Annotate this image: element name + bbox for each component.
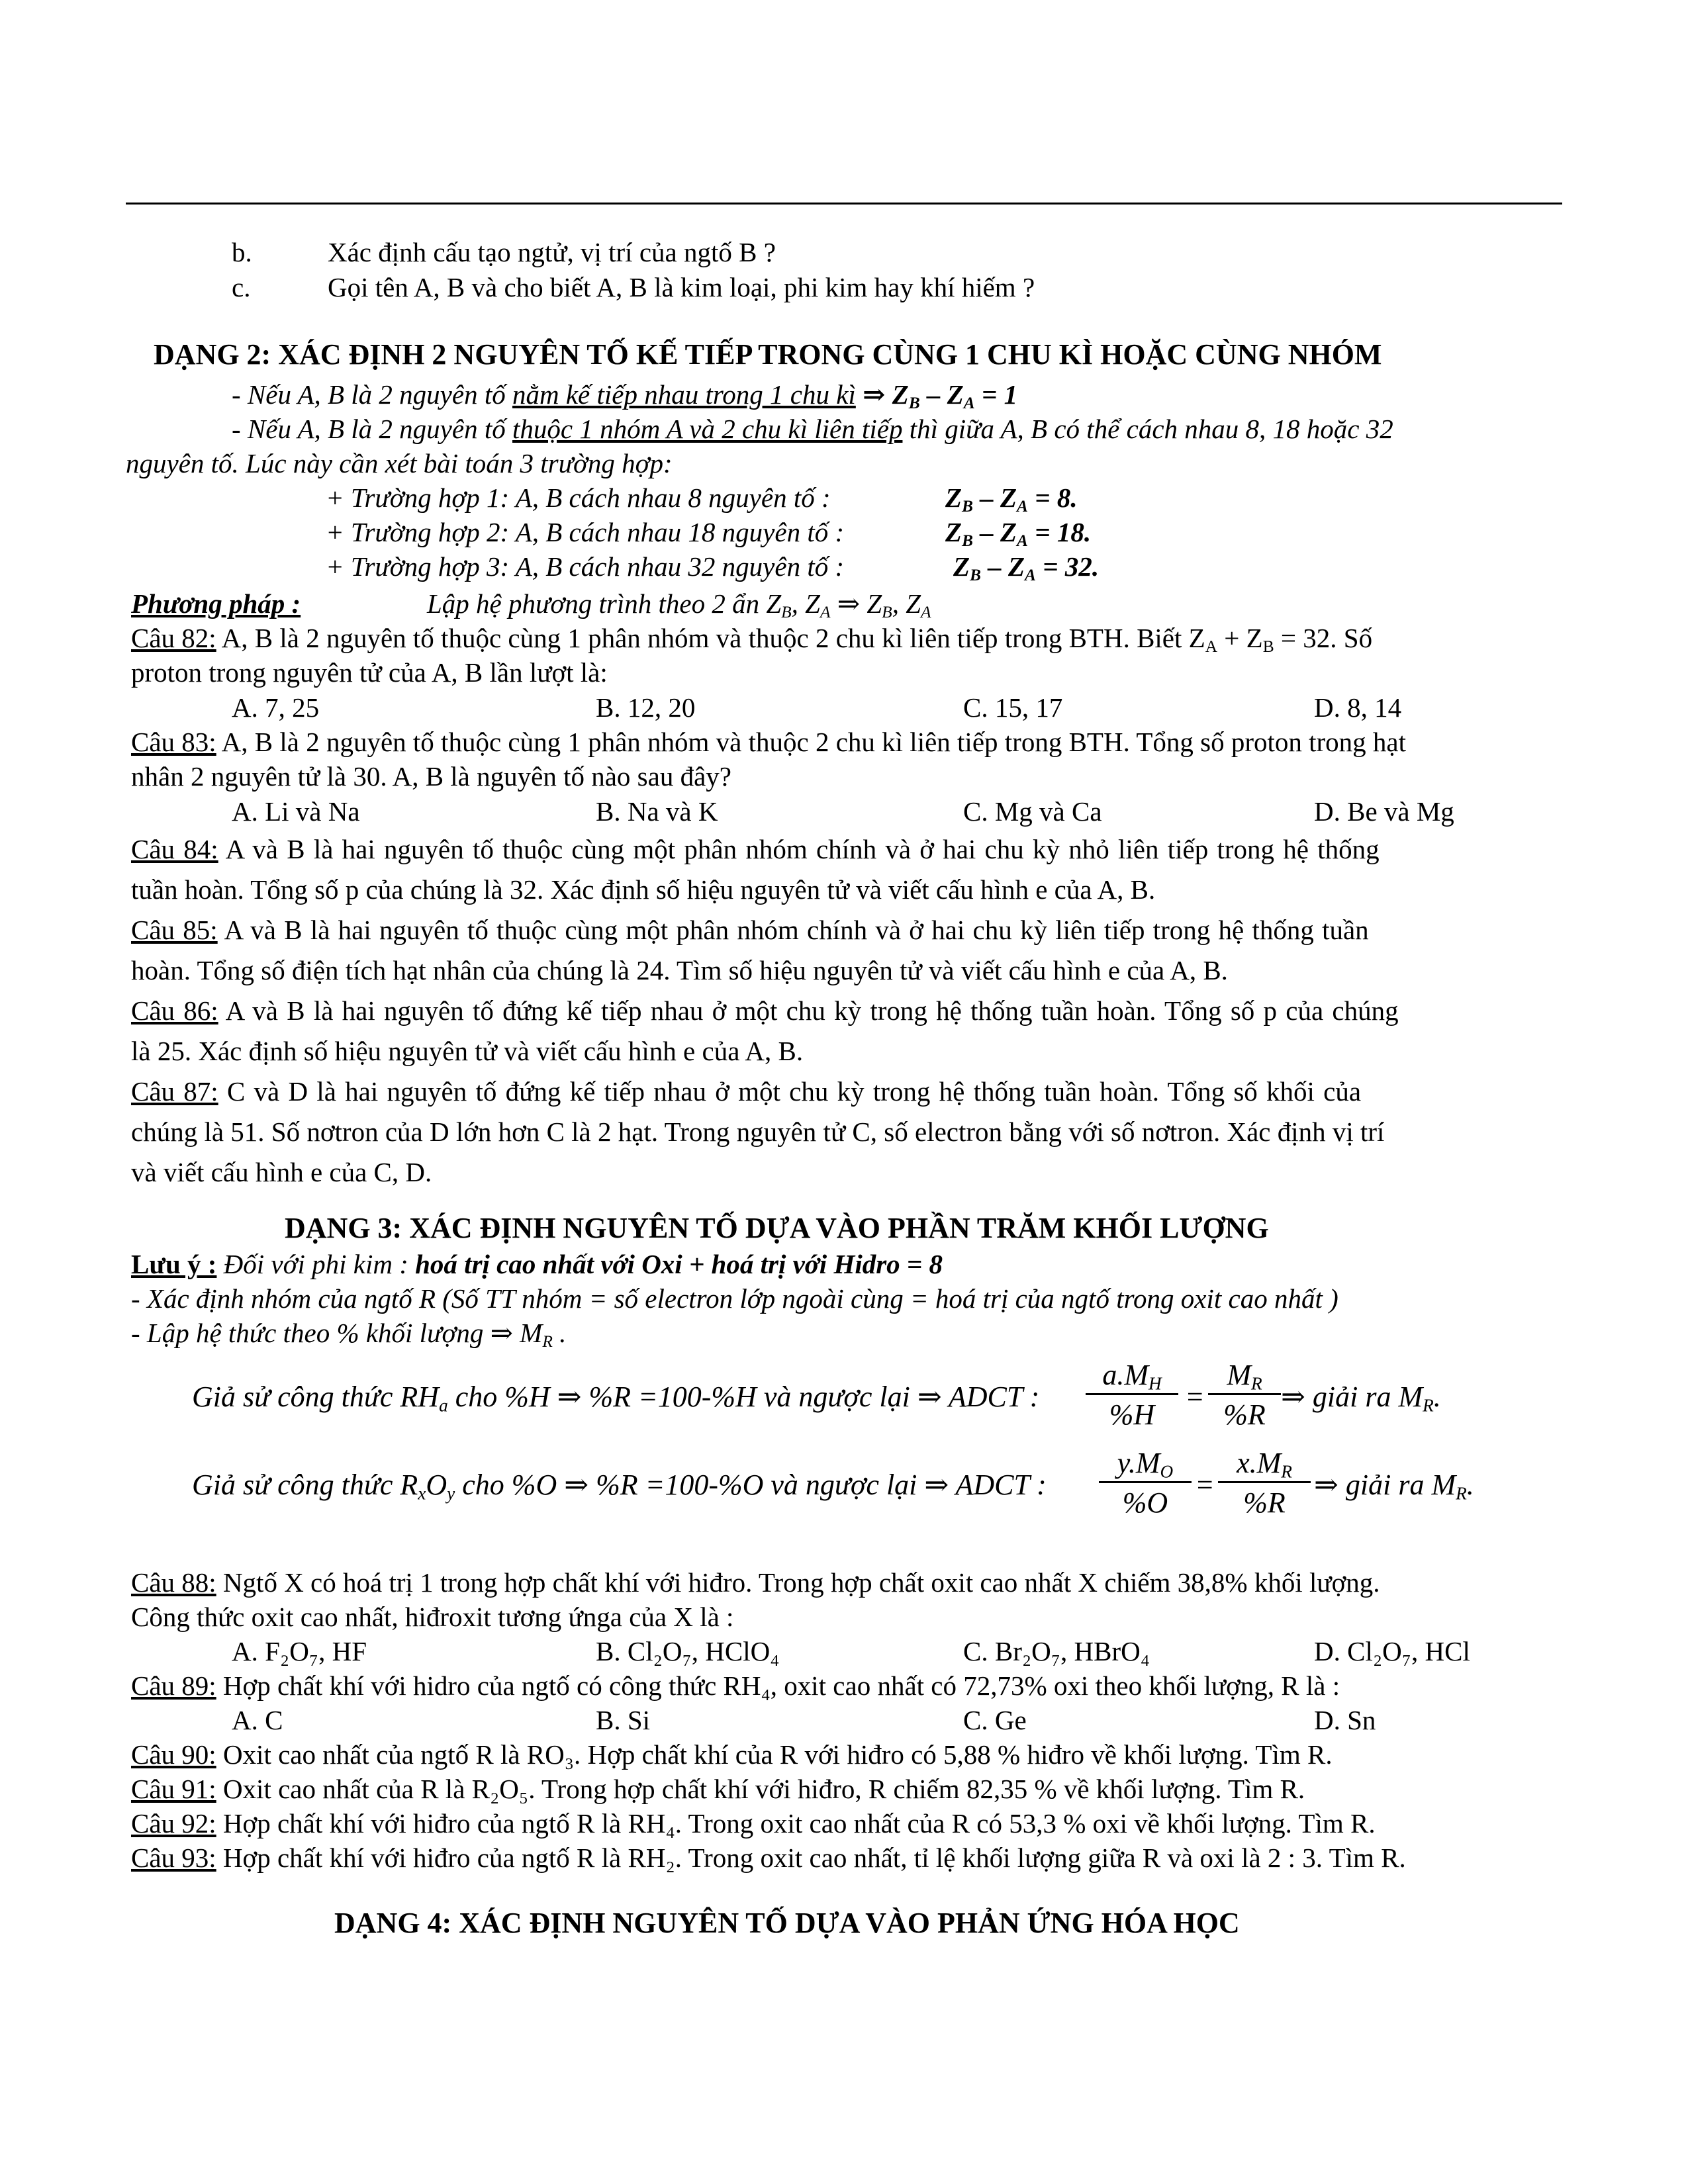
q84-line1: Câu 84: A và B là hai nguyên tố thuộc cùng một phân nhóm chính và ở hai chu kỳ nhỏ liên tiếp trong hệ thống <box>131 834 1380 864</box>
case2: + Trường hợp 2: A, B cách nhau 18 nguyên tố : <box>326 517 845 547</box>
case1-formula: $Z_B - Z_A = 8$. <box>945 482 1078 516</box>
formula1-text: Giả sử công thức $RH_a$ cho %H ⇒ %R =100-%H và ngược lại ⇒ ADCT : <box>192 1381 1040 1416</box>
formula2-result: ⇒ giải ra $M_R$. <box>1314 1469 1474 1504</box>
intro-c-label: c. <box>232 272 251 302</box>
q85-line2: hoàn. Tổng số điện tích hạt nhân của chúng là 24. Tìm số hiệu nguyên tử và viết cấu hình e của A, B. <box>131 955 1228 985</box>
dang2-rule2: - Nếu A, B là 2 nguyên tố thuộc 1 nhóm A và 2 chu kì liên tiếp thì giữa A, B có thể cách nhau 8, 18 hoặc 32 <box>232 414 1393 444</box>
q83-option-d: D. Be và Mg <box>1314 796 1454 827</box>
q83-line1: Câu 83: A, B là 2 nguyên tố thuộc cùng 1 phân nhóm và thuộc 2 chu kì liên tiếp trong BTH. Tổng số proton trong hạt <box>131 727 1407 757</box>
dang3-note: Lưu ý : Đối với phi kim : hoá trị cao nhất với Oxi + hoá trị với Hidro = 8 <box>131 1249 943 1279</box>
q89-option-b: B. Si <box>596 1705 651 1735</box>
q83-line2: nhân 2 nguyên tử là 30. A, B là nguyên tố nào sau đây? <box>131 761 731 792</box>
q89-option-d: D. Sn <box>1314 1705 1376 1735</box>
q82-option-d: D. 8, 14 <box>1314 692 1402 723</box>
q89-line1: Câu 89: Hợp chất khí với hidro của ngtố có công thức RH₄, oxit cao nhất có 72,73% oxi theo khối lượng, R là : <box>131 1670 1340 1701</box>
q82-option-b: B. 12, 20 <box>596 692 696 723</box>
q88-option-b: B. Cl₂O₇, HClO₄ <box>596 1636 780 1666</box>
case1: + Trường hợp 1: A, B cách nhau 8 nguyên tố : <box>326 482 831 513</box>
case3-formula: $Z_B - Z_A = 32$. <box>953 551 1100 585</box>
header-rule <box>126 203 1562 205</box>
q91: Câu 91: Oxit cao nhất của R là R₂O₅. Trong hợp chất khí với hiđro, R chiếm 82,35 % về khối lượng. Tìm R. <box>131 1774 1305 1804</box>
q88-line1: Câu 88: Ngtố X có hoá trị 1 trong hợp chất khí với hiđro. Trong hợp chất oxit cao nhất X chiếm 38,8% khối lượng. <box>131 1567 1380 1598</box>
intro-b-label: b. <box>232 237 252 267</box>
formula2-fraction2: $x.M_R$ %R <box>1218 1446 1311 1520</box>
q82-line2: proton trong nguyên tử của A, B lần lượt là: <box>131 657 608 688</box>
dang2-rule1: - Nếu A, B là 2 nguyên tố nằm kế tiếp nhau trong 1 chu kì ⇒ $Z_B - Z_A = 1$ <box>232 379 1018 413</box>
method-text: Lập hệ phương trình theo 2 ẩn $Z_B$, $Z_A$ ⇒ $Z_B$, $Z_A$ <box>427 588 931 622</box>
formula1-equals: = <box>1185 1381 1205 1413</box>
q87-line2: chúng là 51. Số nơtron của D lớn hơn C là 2 hạt. Trong nguyên tử C, số electron bằng với số nơtron. Xác định vị trí <box>131 1116 1385 1147</box>
q85-line1: Câu 85: A và B là hai nguyên tố thuộc cùng một phân nhóm chính và ở hai chu kỳ liên tiếp trong hệ thống tuần <box>131 915 1369 945</box>
case2-formula: $Z_B - Z_A = 18$. <box>945 517 1092 551</box>
q88-option-c: C. Br₂O₇, HBrO₄ <box>963 1636 1150 1666</box>
dang4-title: DẠNG 4: XÁC ĐỊNH NGUYÊN TỐ DỰA VÀO PHẢN ỨNG HÓA HỌC <box>334 1907 1240 1939</box>
formula1-fraction2: $M_R$ %R <box>1208 1358 1281 1432</box>
dang3-line3: - Lập hệ thức theo % khối lượng ⇒ $M_R$ . <box>131 1318 567 1351</box>
q82-option-a: A. 7, 25 <box>232 692 320 723</box>
formula1-result: ⇒ giải ra $M_R$. <box>1281 1381 1441 1416</box>
formula2-equals: = <box>1195 1469 1215 1501</box>
q83-option-c: C. Mg và Ca <box>963 796 1102 827</box>
intro-c-text: Gọi tên A, B và cho biết A, B là kim loại, phi kim hay khí hiếm ? <box>328 272 1035 302</box>
q88-option-d: D. Cl₂O₇, HCl <box>1314 1636 1470 1666</box>
case3: + Trường hợp 3: A, B cách nhau 32 nguyên tố : <box>326 551 845 582</box>
q82-option-c: C. 15, 17 <box>963 692 1063 723</box>
q88-option-a: A. F₂O₇, HF <box>232 1636 367 1666</box>
method-label: Phương pháp : <box>131 588 301 619</box>
q83-option-a: A. Li và Na <box>232 796 360 827</box>
dang2-title: DẠNG 2: XÁC ĐỊNH 2 NGUYÊN TỐ KẾ TIẾP TRONG CÙNG 1 CHU KÌ HOẶC CÙNG NHÓM <box>154 338 1382 371</box>
q89-option-c: C. Ge <box>963 1705 1027 1735</box>
q82-line1: Câu 82: A, B là 2 nguyên tố thuộc cùng 1 phân nhóm và thuộc 2 chu kì liên tiếp trong BTH. Biết $Z_A + Z_B = 32$. Số <box>131 623 1373 657</box>
q90: Câu 90: Oxit cao nhất của ngtố R là RO₃. Hợp chất khí của R với hiđro có 5,88 % hiđro về khối lượng. Tìm R. <box>131 1739 1333 1770</box>
q93: Câu 93: Hợp chất khí với hiđro của ngtố R là RH₂. Trong oxit cao nhất, tỉ lệ khối lượng giữa R và oxi là 2 : 3. Tìm R. <box>131 1843 1406 1873</box>
dang3-line2: - Xác định nhóm của ngtố R (Số TT nhóm = số electron lớp ngoài cùng = hoá trị của ngtố trong oxit cao nhất ) <box>131 1283 1338 1314</box>
q89-option-a: A. C <box>232 1705 283 1735</box>
formula2-text: Giả sử công thức $R_xO_y$ cho %O ⇒ %R =100-%O và ngược lại ⇒ ADCT : <box>192 1469 1047 1504</box>
q88-line2: Công thức oxit cao nhất, hiđroxit tương ứnga của X là : <box>131 1602 734 1632</box>
q86-line1: Câu 86: A và B là hai nguyên tố đứng kế tiếp nhau ở một chu kỳ trong hệ thống tuần hoàn. Tổng số p của chúng <box>131 995 1399 1026</box>
intro-b-text: Xác định cấu tạo ngtử, vị trí của ngtố B ? <box>328 237 776 267</box>
q87-line1: Câu 87: C và D là hai nguyên tố đứng kế tiếp nhau ở một chu kỳ trong hệ thống tuần hoàn. Tổng số khối của <box>131 1076 1362 1107</box>
formula1-fraction1: $a.M_H$ %H <box>1086 1358 1178 1432</box>
q86-line2: là 25. Xác định số hiệu nguyên tử và viết cấu hình e của A, B. <box>131 1036 804 1066</box>
dang2-rule2-cont: nguyên tố. Lúc này cần xét bài toán 3 trường hợp: <box>126 448 673 478</box>
q83-option-b: B. Na và K <box>596 796 718 827</box>
q92: Câu 92: Hợp chất khí với hiđro của ngtố R là RH₄. Trong oxit cao nhất của R có 53,3 % oxi về khối lượng. Tìm R. <box>131 1808 1376 1839</box>
q87-line3: và viết cấu hình e của C, D. <box>131 1157 432 1187</box>
dang3-title: DẠNG 3: XÁC ĐỊNH NGUYÊN TỐ DỰA VÀO PHẦN TRĂM KHỐI LƯỢNG <box>285 1212 1269 1244</box>
q84-line2: tuần hoàn. Tổng số p của chúng là 32. Xác định số hiệu nguyên tử và viết cấu hình e của A, B. <box>131 874 1156 905</box>
formula2-fraction1: $y.M_O$ %O <box>1099 1446 1192 1520</box>
